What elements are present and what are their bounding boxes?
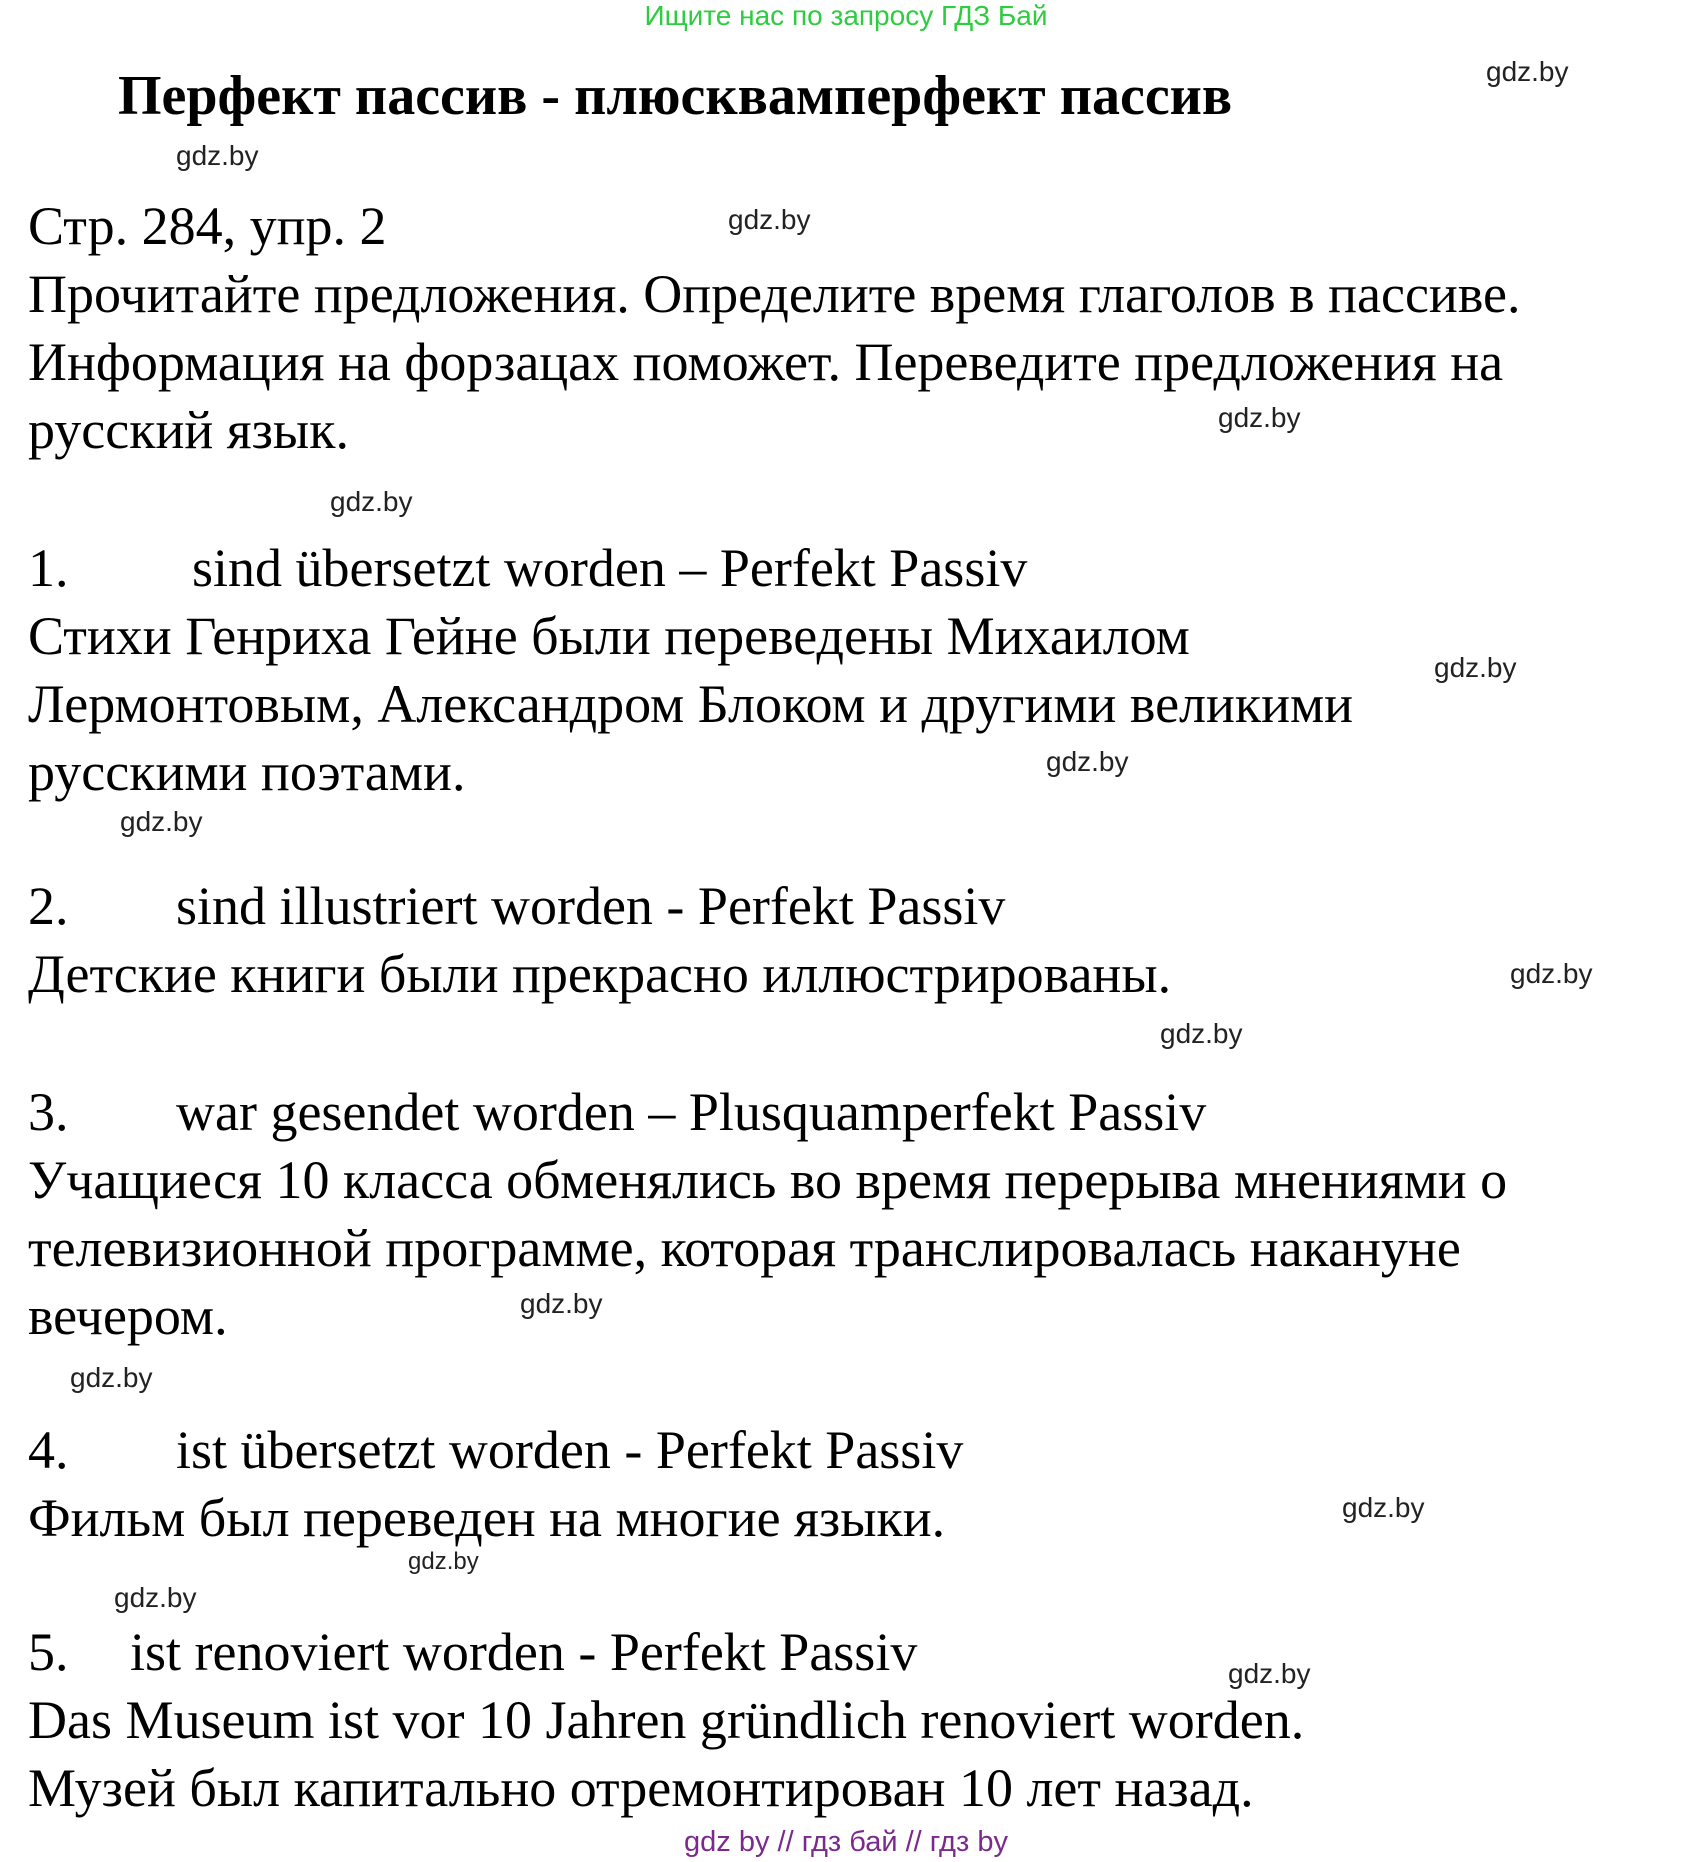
search-banner[interactable]: Ищите нас по запросу ГДЗ Бай <box>644 0 1048 31</box>
verb-form: sind illustriert worden - Perfekt Passiv <box>176 876 1006 936</box>
item-number: 1. <box>28 538 69 598</box>
page-reference: Стр. 284, упр. 2 <box>28 196 387 256</box>
translation-line: Лермонтовым, Александром Блоком и другими великими <box>28 674 1354 734</box>
watermark: gdz.by <box>408 1548 479 1575</box>
watermark: gdz.by <box>330 486 413 517</box>
translation-line: Фильм был переведен на многие языки. <box>28 1488 946 1548</box>
watermark: gdz.by <box>1342 1492 1425 1523</box>
watermark: gdz.by <box>1486 56 1569 87</box>
answer-heading <box>28 874 1005 938</box>
verb-form: ist renoviert worden - Perfekt Passiv <box>130 1622 918 1682</box>
footer-links[interactable]: gdz by // гдз бай // гдз by <box>684 1826 1008 1858</box>
watermark: gdz.by <box>120 806 203 837</box>
answer-heading <box>28 1080 1206 1144</box>
item-number: 2. <box>28 876 69 936</box>
watermark: gdz.by <box>1228 1658 1311 1689</box>
translation-line: Стихи Генриха Гейне были переведены Михаилом <box>28 606 1190 666</box>
task-line: русский язык. <box>28 400 349 460</box>
translation-line: русскими поэтами. <box>28 742 466 802</box>
translation-line: вечером. <box>28 1286 228 1346</box>
watermark: gdz.by <box>114 1582 197 1613</box>
translation-line: Учащиеся 10 класса обменялись во время перерыва мнениями о <box>28 1150 1508 1210</box>
verb-form: ist übersetzt worden - Perfekt Passiv <box>176 1420 964 1480</box>
translation-line: Детские книги были прекрасно иллюстрированы. <box>28 944 1172 1004</box>
translation-line: Музей был капитально отремонтирован 10 лет назад. <box>28 1758 1254 1818</box>
task-line: Информация на форзацах поможет. Переведите предложения на <box>28 332 1504 392</box>
page-title: Перфект пассив - плюсквамперфект пассив <box>118 65 1233 127</box>
item-number: 4. <box>28 1420 69 1480</box>
verb-form: war gesendet worden – Plusquamperfekt Passiv <box>176 1082 1207 1142</box>
translation-line: Das Museum ist vor 10 Jahren gründlich renoviert worden. <box>28 1690 1305 1750</box>
verb-form: sind übersetzt worden – Perfekt Passiv <box>192 538 1028 598</box>
answer-heading <box>28 536 1027 600</box>
watermark: gdz.by <box>1434 652 1517 683</box>
watermark: gdz.by <box>1218 402 1301 433</box>
watermark: gdz.by <box>728 204 811 235</box>
translation-line: телевизионной программе, которая транслировалась накануне <box>28 1218 1461 1278</box>
item-number: 5. <box>28 1622 69 1682</box>
watermark: gdz.by <box>1510 958 1593 989</box>
answer-heading <box>28 1620 917 1684</box>
answer-heading <box>28 1418 963 1482</box>
watermark: gdz.by <box>176 140 259 171</box>
item-number: 3. <box>28 1082 69 1142</box>
task-line: Прочитайте предложения. Определите время глаголов в пассиве. <box>28 264 1521 324</box>
watermark: gdz.by <box>1046 746 1129 777</box>
watermark: gdz.by <box>1160 1018 1243 1049</box>
watermark: gdz.by <box>520 1288 603 1319</box>
watermark: gdz.by <box>70 1362 153 1393</box>
